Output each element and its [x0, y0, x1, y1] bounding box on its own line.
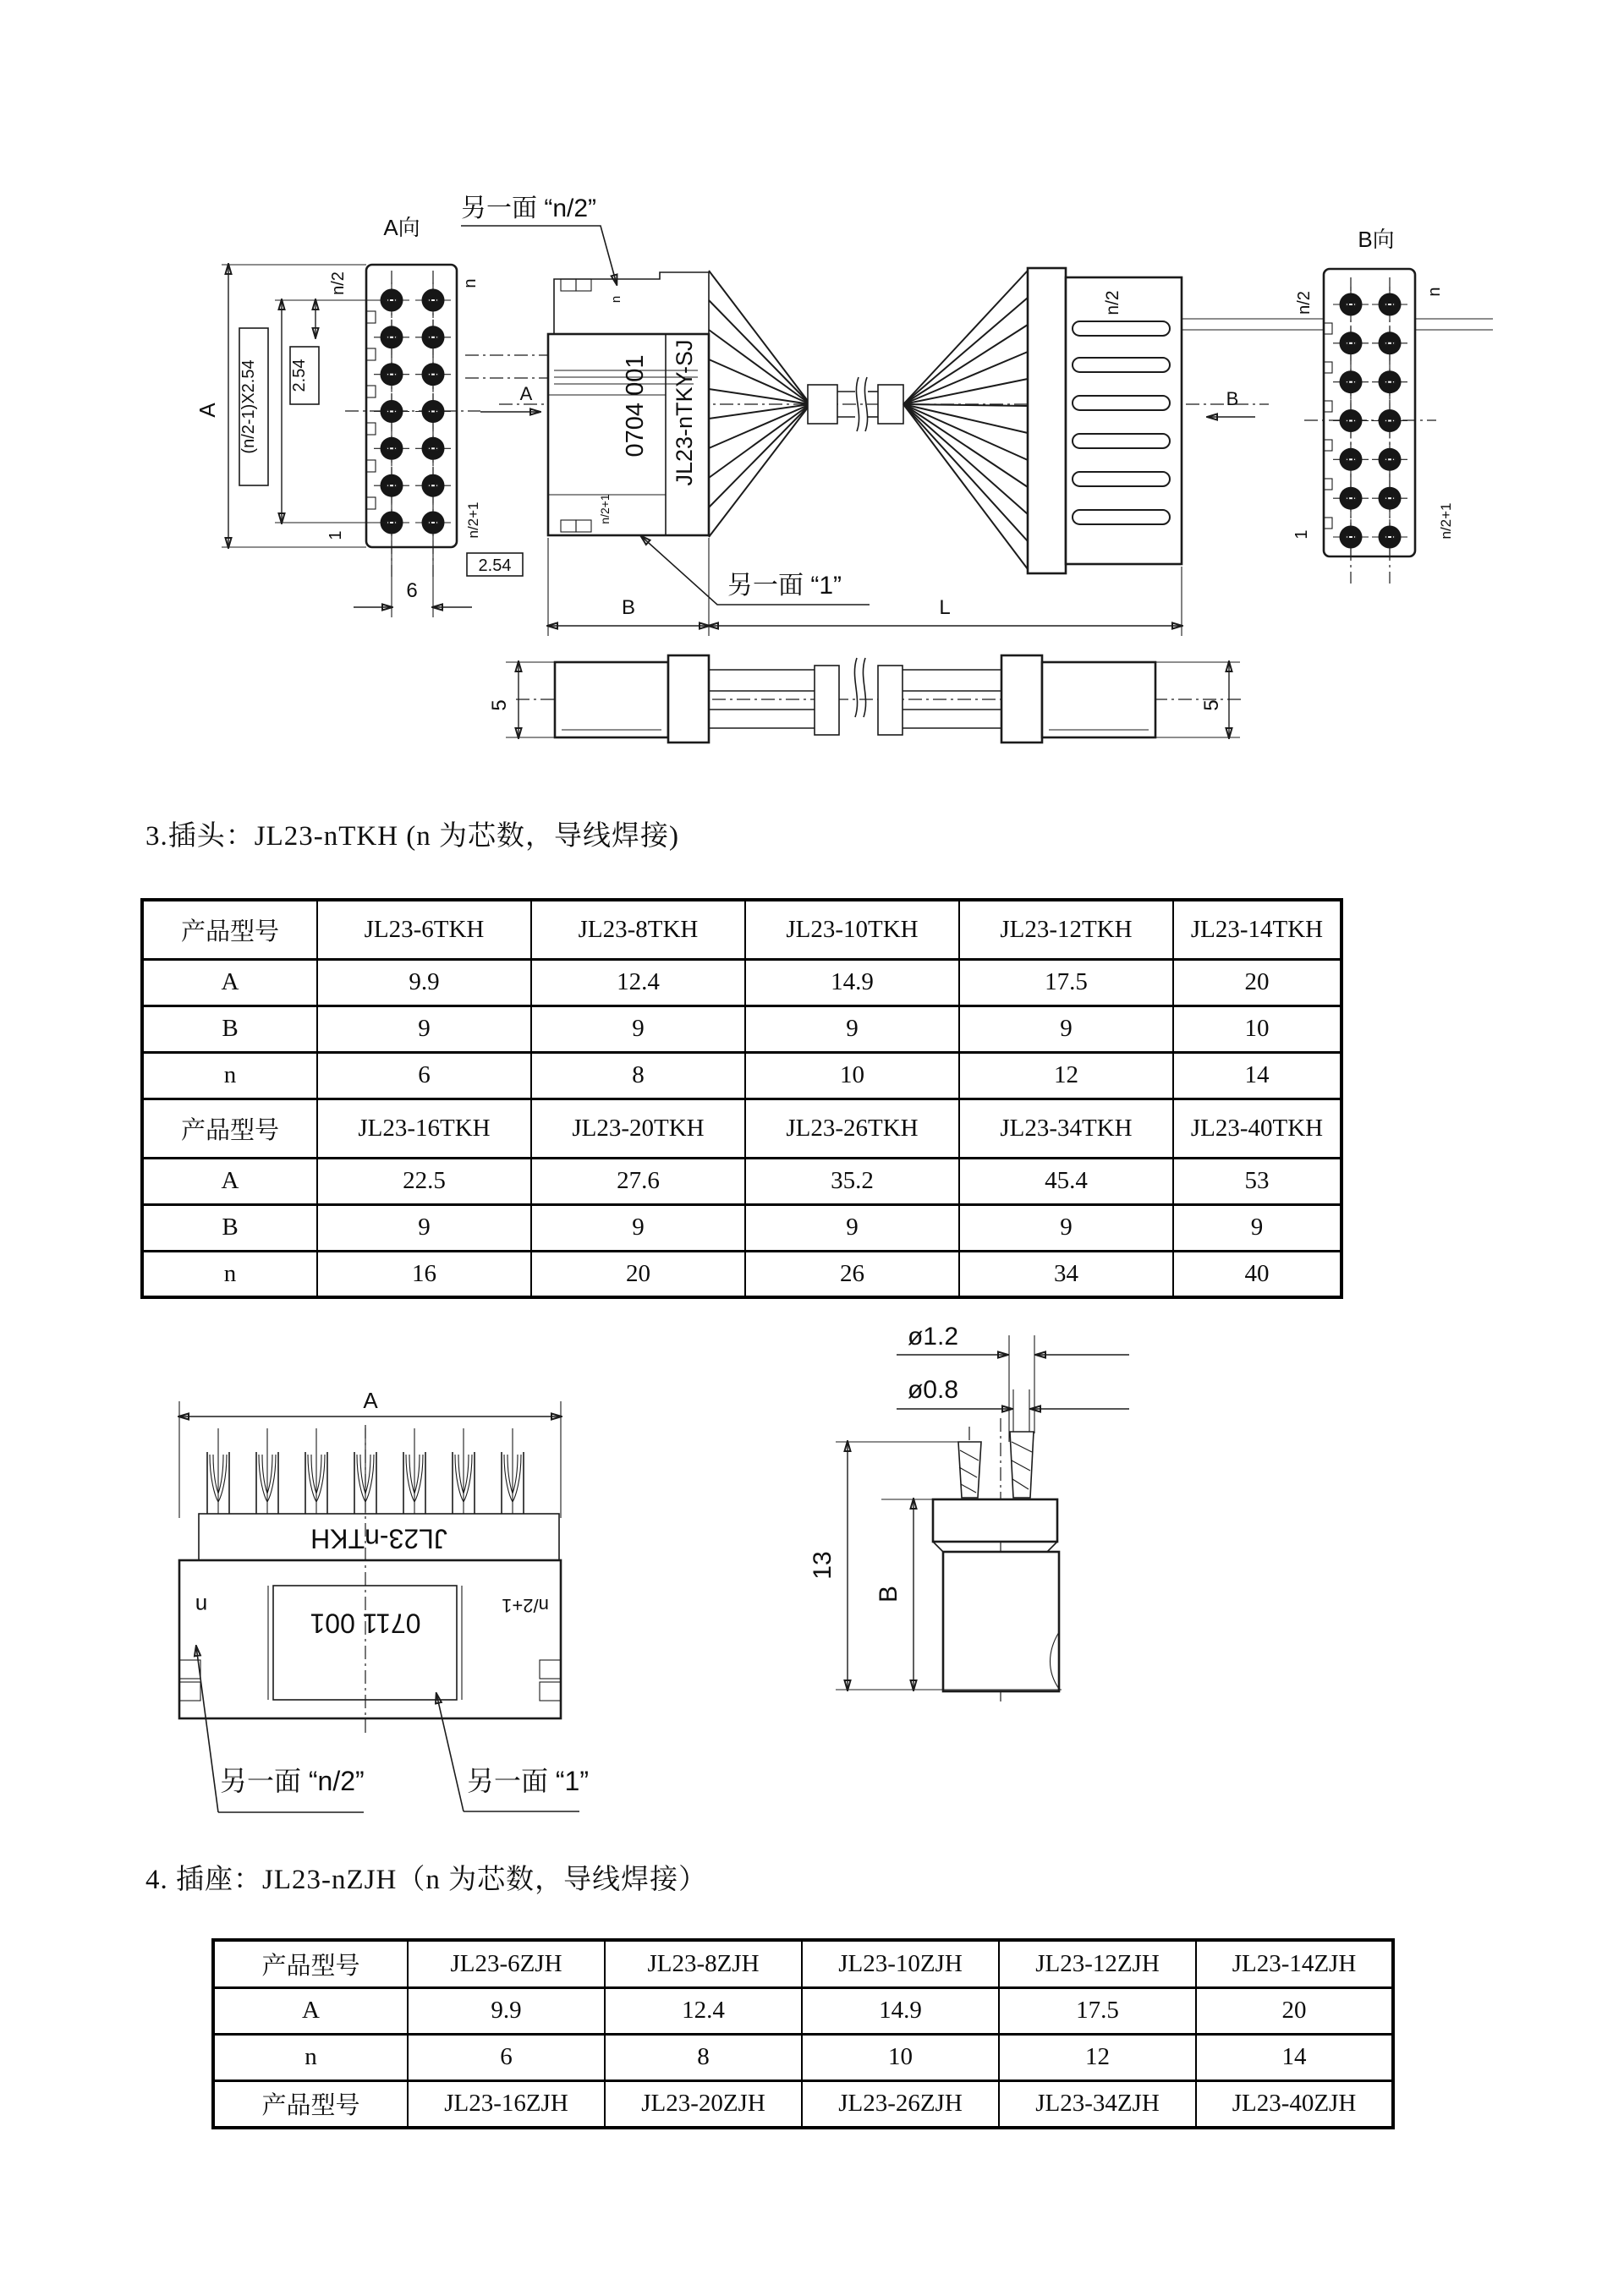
b-view-face — [1292, 227, 1454, 584]
other-face-n2-text: 另一面 “n/2” — [461, 195, 597, 222]
view-arrow-a — [480, 383, 540, 412]
pin-label-n21: n/2+1 — [465, 501, 481, 539]
mark-n-mirrored: n — [195, 1593, 208, 1619]
plug-model-mirrored: JL23-nTKH — [310, 1523, 447, 1554]
a-view-title: A向 — [383, 215, 420, 240]
table-cell: 22.5 — [317, 1158, 531, 1204]
table-row — [142, 1251, 1341, 1297]
table-row — [142, 900, 1341, 959]
table-header-cell: JL23-26TKH — [745, 1099, 959, 1158]
assembly-right-connector — [1028, 268, 1182, 573]
table-cell: 6 — [408, 2034, 605, 2080]
dim-b2-label: B — [875, 1585, 903, 1603]
dim-13-label: 13 — [809, 1551, 837, 1580]
dia-08-label: ø0.8 — [907, 1376, 959, 1404]
table-header-cell: JL23-12TKH — [959, 900, 1173, 959]
plug-spec-table — [140, 898, 1343, 1299]
table-header-cell: JL23-16TKH — [317, 1099, 531, 1158]
table-row — [213, 2034, 1393, 2080]
b-view-title: B向 — [1358, 227, 1395, 252]
dim-a-label: A — [195, 403, 220, 418]
plug-date-code: 0704 001 — [622, 354, 649, 458]
view-arrow-b — [1208, 388, 1255, 417]
table-cell: 20 — [1173, 959, 1341, 1006]
dia-12-label: ø1.2 — [907, 1323, 959, 1351]
b-pin-label-n: n — [1425, 287, 1444, 297]
dim-254-box-label: 2.54 — [478, 556, 512, 575]
table-header-cell: JL23-8TKH — [531, 900, 745, 959]
table-row — [213, 2080, 1393, 2128]
table-cell: 9 — [959, 1204, 1173, 1251]
housing-n2-label: n/2 — [1103, 290, 1122, 315]
wire — [709, 404, 810, 507]
table-header-cell: JL23-26ZJH — [802, 2080, 999, 2128]
dim-6-label: 6 — [406, 579, 418, 602]
table-row — [142, 1204, 1341, 1251]
table-header-cell: JL23-6TKH — [317, 900, 531, 959]
table-cell: 9 — [317, 1006, 531, 1052]
table-cell: 20 — [1196, 1987, 1393, 2034]
table2-table — [211, 1938, 1395, 2129]
table-cell: 9 — [531, 1204, 745, 1251]
table1-table — [140, 898, 1343, 1299]
table-cell: 17.5 — [999, 1987, 1196, 2034]
socket-spec-table — [211, 1938, 1395, 2129]
cable-assembly-drawing — [144, 144, 1497, 812]
table-cell: 17.5 — [959, 959, 1173, 1006]
mark-n21: n/2+1 — [598, 494, 612, 524]
table-header-cell: JL23-20ZJH — [605, 2080, 802, 2128]
table-cell: 45.4 — [959, 1158, 1173, 1204]
table-cell: 10 — [745, 1052, 959, 1099]
wire — [903, 404, 1028, 460]
table-cell: 14.9 — [802, 1987, 999, 2034]
table-cell: n — [213, 2034, 408, 2080]
table-cell: A — [142, 959, 317, 1006]
plug-front-view — [179, 1388, 561, 1734]
pin-label-n: n — [461, 278, 480, 288]
table-row — [213, 1987, 1393, 2034]
table-cell: 8 — [531, 1052, 745, 1099]
table-cell: 12.4 — [605, 1987, 802, 2034]
callout-other-face-n2 — [461, 195, 617, 284]
pin-label-1: 1 — [326, 530, 345, 540]
table-cell: 10 — [802, 2034, 999, 2080]
b-pin-label-1: 1 — [1292, 529, 1311, 540]
dim-b-label: B — [621, 596, 636, 619]
table-cell: 14.9 — [745, 959, 959, 1006]
table-cell: n — [142, 1251, 317, 1297]
a-view-face — [195, 215, 523, 617]
table-header-cell: 产品型号 — [142, 900, 317, 959]
view-arrow-a-label: A — [519, 383, 533, 404]
table-cell: 9.9 — [317, 959, 531, 1006]
table-row — [213, 1940, 1393, 1987]
table-header-cell: JL23-8ZJH — [605, 1940, 802, 1987]
dim-l-label: L — [939, 596, 951, 619]
pin-label-n2: n/2 — [329, 271, 348, 295]
mark-n21-mirrored: n/2+1 — [502, 1595, 549, 1617]
wire-fan-right — [903, 271, 1028, 569]
b-pin-label-n2: n/2 — [1295, 291, 1314, 315]
table-cell: A — [213, 1987, 408, 2034]
other-face-1-text: 另一面 “1” — [727, 572, 842, 600]
table-header-cell: JL23-12ZJH — [999, 1940, 1196, 1987]
other-face-1-text2: 另一面 “1” — [467, 1766, 590, 1796]
plug-date-code-mirrored: 0711 001 — [310, 1608, 421, 1639]
table-cell: 20 — [531, 1251, 745, 1297]
table-row — [142, 1052, 1341, 1099]
table-cell: 14 — [1173, 1052, 1341, 1099]
contact-side-view — [809, 1323, 1129, 1706]
table-cell: B — [142, 1204, 317, 1251]
table-row — [142, 1158, 1341, 1204]
plug-model-text: JL23-nTKY-SJ — [672, 339, 697, 486]
wire — [709, 404, 810, 537]
table-header-cell: JL23-34TKH — [959, 1099, 1173, 1158]
table-header-cell: 产品型号 — [142, 1099, 317, 1158]
table-cell: 9 — [531, 1006, 745, 1052]
table-cell: 9 — [745, 1006, 959, 1052]
wire — [709, 271, 810, 404]
table-header-cell: 产品型号 — [213, 1940, 408, 1987]
table-header-cell: JL23-20TKH — [531, 1099, 745, 1158]
table-row — [142, 1099, 1341, 1158]
table-cell: 9 — [959, 1006, 1173, 1052]
table-cell: B — [142, 1006, 317, 1052]
table-cell: 9.9 — [408, 1987, 605, 2034]
table-header-cell: JL23-16ZJH — [408, 2080, 605, 2128]
callout-other-face-1 — [641, 536, 870, 605]
section4-title: 4. 插座：JL23-nZJH（n 为芯数，导线焊接） — [145, 1865, 708, 1895]
plug-detail-drawing — [152, 1307, 1210, 1882]
table-cell: 26 — [745, 1251, 959, 1297]
table-cell: 10 — [1173, 1006, 1341, 1052]
dim-5-left-label: 5 — [488, 699, 511, 711]
table-cell: 9 — [317, 1204, 531, 1251]
dim-a2-label: A — [363, 1388, 378, 1413]
wire — [903, 404, 1028, 487]
table-row — [142, 1006, 1341, 1052]
dim-col-pitch-label: (n/2-1)X2.54 — [239, 359, 258, 454]
table-header-cell: JL23-40TKH — [1173, 1099, 1341, 1158]
table-cell: 16 — [317, 1251, 531, 1297]
wire — [709, 300, 810, 404]
b-pin-label-n21: n/2+1 — [1438, 502, 1454, 540]
table-cell: 12 — [959, 1052, 1173, 1099]
table-cell: 6 — [317, 1052, 531, 1099]
other-face-n2-text2: 另一面 “n/2” — [220, 1766, 365, 1796]
table-header-cell: JL23-14ZJH — [1196, 1940, 1393, 1987]
wire — [903, 404, 1028, 541]
dim-row-pitch-label: 2.54 — [290, 359, 309, 392]
view-arrow-b-label: B — [1226, 388, 1239, 409]
table-header-cell: 产品型号 — [213, 2080, 408, 2128]
table-cell: 9 — [1173, 1204, 1341, 1251]
table-cell: 35.2 — [745, 1158, 959, 1204]
table-cell: 8 — [605, 2034, 802, 2080]
table-row — [142, 959, 1341, 1006]
mark-n: n — [609, 295, 623, 304]
wire — [903, 404, 1028, 514]
table-cell: 53 — [1173, 1158, 1341, 1204]
table-cell: 27.6 — [531, 1158, 745, 1204]
table-cell: 40 — [1173, 1251, 1341, 1297]
wire — [903, 298, 1028, 404]
table-header-cell: JL23-6ZJH — [408, 1940, 605, 1987]
section3-title: 3.插头：JL23-nTKH (n 为芯数，导线焊接) — [145, 821, 680, 852]
table-header-cell: JL23-10ZJH — [802, 1940, 999, 1987]
assembly-left-plug — [548, 272, 709, 535]
table-header-cell: JL23-14TKH — [1173, 900, 1341, 959]
table-cell: n — [142, 1052, 317, 1099]
table-cell: 34 — [959, 1251, 1173, 1297]
table-header-cell: JL23-34ZJH — [999, 2080, 1196, 2128]
table-cell: 12.4 — [531, 959, 745, 1006]
wire — [903, 352, 1028, 404]
table-header-cell: JL23-40ZJH — [1196, 2080, 1393, 2128]
dim-5-right-label: 5 — [1200, 699, 1223, 711]
table-cell: 14 — [1196, 2034, 1393, 2080]
table-cell: 12 — [999, 2034, 1196, 2080]
table-cell: A — [142, 1158, 317, 1204]
cable-side-view — [488, 655, 1243, 743]
table-cell: 9 — [745, 1204, 959, 1251]
table-header-cell: JL23-10TKH — [745, 900, 959, 959]
